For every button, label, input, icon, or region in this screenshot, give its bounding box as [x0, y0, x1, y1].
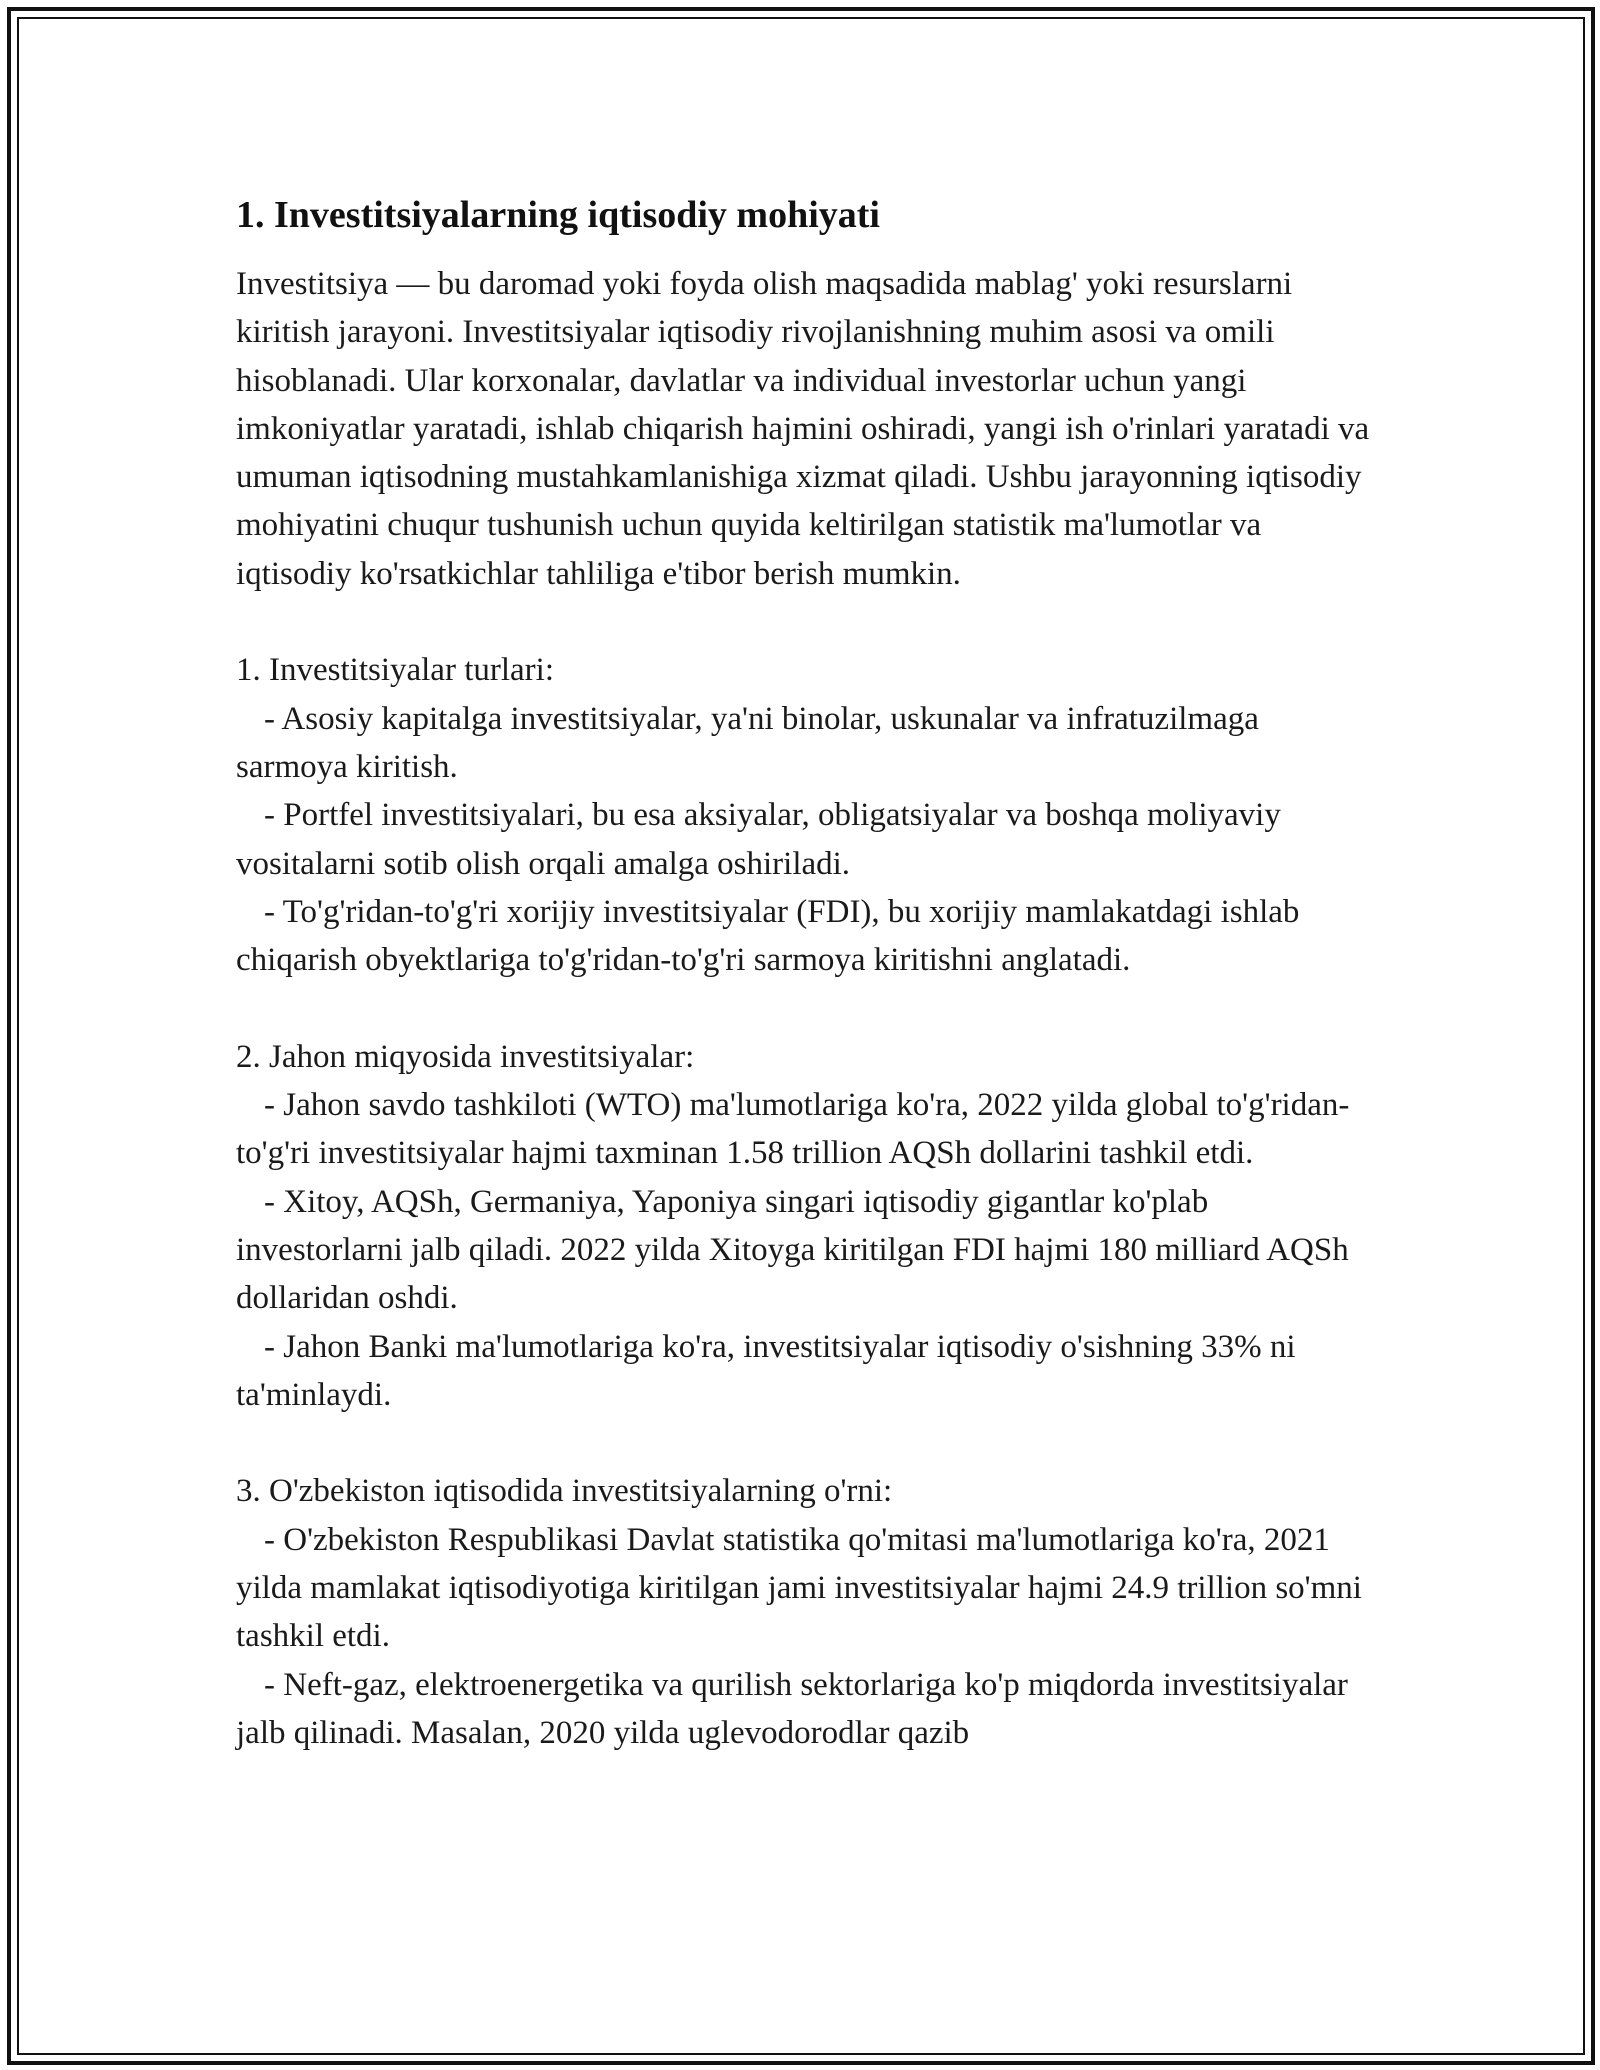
list-item: - Jahon Banki ma'lumotlariga ko'ra, investitsiyalar iqtisodiy o'sishning 33% ni ta'minlaydi. — [236, 1328, 1296, 1413]
section-title: 3. O'zbekiston iqtisodida investitsiyalarning o'rni: — [236, 1473, 893, 1510]
list-item: - To'g'ridan-to'g'ri xorijiy investitsiyalar (FDI), bu xorijiy mamlakatdagi ishlab chiqarish obyektlariga to'g'ridan-to'g'ri sarmoya kiritishni anglatadi. — [236, 893, 1300, 979]
section-investment-types — [236, 646, 1376, 984]
list-item: - Neft-gaz, elektroenergetika va qurilish sektorlariga ko'p miqdorda investitsiyalar jalb qilinadi. Masalan, 2020 yilda uglevodorodlar qazib — [236, 1666, 1348, 1751]
list-item: - Xitoy, AQSh, Germaniya, Yaponiya singari iqtisodiy gigantlar ko'plab investorlarni jalb qiladi. 2022 yilda Xitoyga kiritilgan FDI hajmi 180 milliard AQSh dollaridan oshdi. — [236, 1183, 1349, 1317]
list-item: - Asosiy kapitalga investitsiyalar, ya'ni binolar, uskunalar va infratuzilmaga sarmoya kiritish. — [236, 700, 1259, 785]
list-item: - Jahon savdo tashkiloti (WTO) ma'lumotlariga ko'ra, 2022 yilda global to'g'ridan-to'g'ri investitsiyalar hajmi taxminan 1.58 trillion AQSh dollarini tashkil etdi. — [236, 1087, 1350, 1172]
document-page — [236, 180, 1376, 1757]
section-uzbekistan-investments — [236, 1467, 1376, 1757]
section-global-investments — [236, 1033, 1376, 1419]
list-item: - Portfel investitsiyalari, bu esa aksiyalar, obligatsiyalar va boshqa moliyaviy vositalarni sotib olish orqali amalga oshiriladi. — [236, 797, 1281, 882]
section-title: 2. Jahon miqyosida investitsiyalar: — [236, 1038, 695, 1075]
section-title: 1. Investitsiyalar turlari: — [236, 652, 554, 689]
section-heading: 1. Investitsiyalarning iqtisodiy mohiyati — [236, 194, 880, 236]
list-item: - O'zbekiston Respublikasi Davlat statistika qo'mitasi ma'lumotlariga ko'ra, 2021 yilda mamlakat iqtisodiyotiga kiritilgan jami investitsiyalar hajmi 24.9 trillion so'mni tashkil etdi. — [236, 1521, 1362, 1655]
intro-paragraph: Investitsiya — bu daromad yoki foyda olish maqsadida mablag' yoki resurslarni kiritish jarayoni. Investitsiyalar iqtisodiy rivojlanishning muhim asosi va omili hisoblanadi. Ular korxonalar, davlatlar va individual investorlar uchun yangi imkoniyatlar yaratadi, ishlab chiqarish hajmini oshiradi, yangi ish o'rinlari yaratadi va umuman iqtisodning mustahkamlanishiga xizmat qiladi. Ushbu jarayonning iqtisodiy mohiyatini chuqur tushunish uchun quyida keltirilgan statistik ma'lumotlar va iqtisodiy ko'rsatkichlar tahliliga e'tibor berish mumkin. — [236, 266, 1370, 592]
